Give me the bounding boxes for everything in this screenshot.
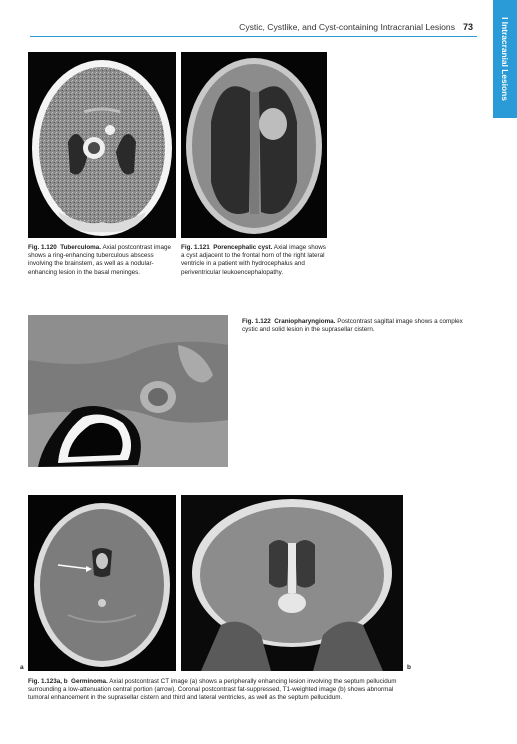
- fig-1-121-text: Axial image shows a cyst adjacent to the frontal horn of the right lateral ventricle in a patient with hydrocephalus and periventricular leukoencephalopathy.: [181, 244, 326, 276]
- running-header-title: Cystic, Cystlike, and Cyst-containing Intracranial Lesions: [239, 22, 455, 32]
- fig-1-120-number: Fig. 1.120: [28, 244, 57, 251]
- fig-1-123b-image: [181, 495, 403, 671]
- fig-1-123-caption: [28, 678, 403, 703]
- header-rule: [30, 36, 477, 37]
- fig-1-122-text: Postcontrast sagittal image shows a complex cystic and solid lesion in the suprasellar cistern.: [242, 318, 463, 334]
- fig-1-122-caption: [242, 318, 464, 334]
- fig-1-121-number: Fig. 1.121: [181, 244, 210, 251]
- fig-1-121-title: Porencephalic cyst.: [213, 244, 273, 251]
- fig-1-120-image: [28, 52, 176, 238]
- panel-label-b: b: [407, 664, 411, 671]
- fig-1-122-title: Craniopharyngioma.: [274, 318, 336, 325]
- fig-1-120-caption: [28, 244, 176, 277]
- section-tab-label: I Intracranial Lesions: [500, 17, 510, 101]
- fig-1-120-text: Axial postcontrast image shows a ring-enhancing tuberculous abscess involving the brainstem, as well as a nodular-enhancing lesion in the basal meninges.: [28, 244, 172, 276]
- fig-1-123-number: Fig. 1.123a, b: [28, 678, 68, 685]
- fig-1-122-number: Fig. 1.122: [242, 318, 271, 325]
- fig-1-121-image: [181, 52, 327, 238]
- fig-1-121-caption: [181, 244, 327, 277]
- section-tab: [493, 0, 517, 118]
- fig-1-123-text: Axial postcontrast CT image (a) shows a peripherally enhancing lesion involving the septum pellucidum surrounding a low-attenuation central portion (arrow). Coronal postcontrast fat-suppressed, T1-weighted image (b) shows abnormal tumoral enhancement in the suprasellar cistern and third and lateral ventricles, as well as the septum pellucidum.: [28, 678, 397, 702]
- fig-1-123-title: Germinoma.: [71, 678, 108, 685]
- fig-1-122-image: [28, 315, 228, 467]
- fig-1-120-title: Tuberculoma.: [60, 244, 102, 251]
- fig-1-123a-image: [28, 495, 176, 671]
- page-number: 73: [462, 22, 473, 32]
- panel-label-a: a: [20, 664, 24, 671]
